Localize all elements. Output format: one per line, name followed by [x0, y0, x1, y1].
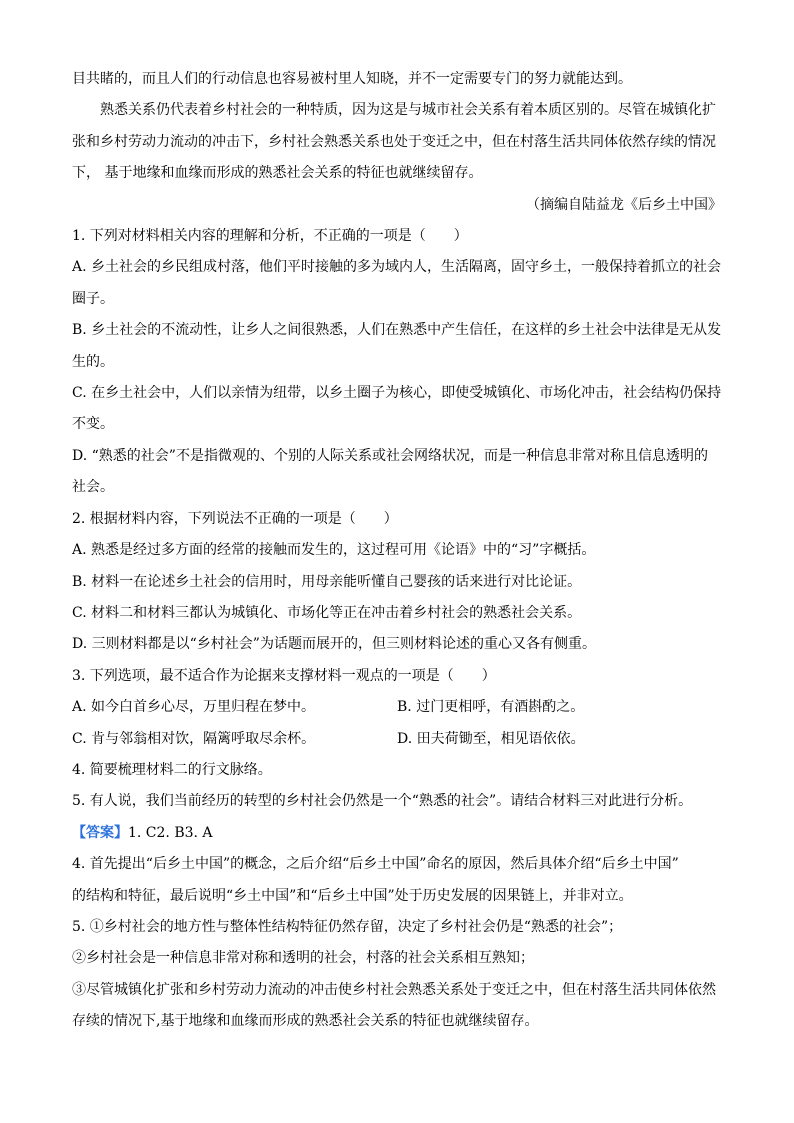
question-1-option-c: C. 在乡土社会中，人们以亲情为纽带，以乡土圈子为核心，即使受城镇化、市场化冲击，社会结构仍保持: [72, 385, 722, 402]
answer-4-line-1: 4. 首先提出“后乡土中国”的概念，之后介绍“后乡土中国”命名的原因，然后具体介绍“后乡土中国”: [72, 856, 679, 873]
question-3-stem: 3. 下列选项，最不适合作为论据来支撑材料一观点的一项是（ ）: [72, 667, 496, 684]
question-1-option-d-cont: 社会。: [72, 479, 114, 496]
passage-paragraph-2-line-1: 熟悉关系仍代表着乡村社会的一种特质，因为这是与城市社会关系有着本质区别的。尽管在城镇化扩: [100, 102, 716, 119]
answer-multiple-choice: 1. C2. B3. A: [128, 824, 213, 841]
answer-5-line-4: 存续的情况下,基于地缘和血缘而形成的熟悉社会关系的特征也就继续留存。: [72, 1013, 539, 1030]
answer-tag: 【答案】: [72, 824, 128, 841]
question-2-option-c: C. 材料二和材料三都认为城镇化、市场化等正在冲击着乡村社会的熟悉社会关系。: [72, 604, 582, 621]
passage-paragraph-2-line-2: 张和乡村劳动力流动的冲击下，乡村社会熟悉关系也处于变迁之中，但在村落生活共同体依然存续的情况: [72, 133, 716, 150]
passage-paragraph-1-tail: 目共睹的，而且人们的行动信息也容易被村里人知晓，并不一定需要专门的努力就能达到。: [72, 71, 632, 87]
passage-source: （摘编自陆益龙《后乡土中国》: [526, 196, 722, 213]
question-1-option-a: A. 乡土社会的乡民组成村落，他们平时接触的多为域内人，生活隔离，固守乡土，一般保持着抓立的社会: [72, 259, 722, 276]
question-1-option-b: B. 乡土社会的不流动性，让乡人之间很熟悉，人们在熟悉中产生信任，在这样的乡土社会中法律是无从发: [72, 322, 722, 339]
question-3-option-d: D. 田夫荷锄至，相见语依依。: [397, 730, 585, 747]
question-3-options-row-2: [72, 724, 722, 755]
question-1-stem: 1. 下列对材料相关内容的理解和分析，不正确的一项是（ ）: [72, 228, 468, 245]
question-5-stem: 5. 有人说，我们当前经历的转型的乡村社会仍然是一个“熟悉的社会”。请结合材料三对此进行分析。: [72, 793, 693, 810]
question-3-option-b: B. 过门更相呼，有酒斟酌之。: [397, 699, 585, 716]
answer-4-line-2: 的结构和特征，最后说明“乡土中国”和“后乡土中国”处于历史发展的因果链上，并非对立。: [72, 887, 633, 904]
answer-5-line-2: ②乡村社会是一种信息非常对称和透明的社会，村落的社会关系相互熟知；: [72, 950, 534, 967]
question-1-option-d: D. “熟悉的社会”不是指微观的、个别的人际关系或社会网络状况，而是一种信息非常对称且信息透明的: [72, 447, 708, 464]
question-1-option-a-cont: 圈子。: [72, 290, 114, 307]
document-page: [72, 64, 722, 1038]
answer-5-line-1: 5. ①乡村社会的地方性与整体性结构特征仍然存留，决定了乡村社会仍是“熟悉的社会”；: [72, 918, 623, 935]
question-2-option-b: B. 材料一在论述乡土社会的信用时，用母亲能听懂自己婴孩的话来进行对比论证。: [72, 573, 582, 590]
question-3-option-a: A. 如今白首乡心尽，万里归程在梦中。: [72, 699, 316, 716]
passage-paragraph-2-line-3: 下， 基于地缘和血缘而形成的熟悉社会关系的特征也就继续留存。: [72, 165, 483, 182]
question-4-stem: 4. 简要梳理材料二的行文脉络。: [72, 761, 272, 778]
question-2-option-d: D. 三则材料都是以“乡村社会”为话题而展开的，但三则材料论述的重心又各有侧重。: [72, 636, 596, 653]
answer-5-line-3: ③尽管城镇化扩张和乡村劳动力流动的冲击使乡村社会熟悉关系处于变迁之中，但在村落生活共同体依然: [72, 981, 716, 998]
question-3-option-c: C. 肯与邻翁相对饮，隔篱呼取尽余杯。: [72, 730, 316, 747]
question-3-options-row-1: [72, 692, 722, 723]
answer-header: [72, 818, 722, 849]
question-1-option-c-cont: 不变。: [72, 416, 114, 433]
question-2-option-a: A. 熟悉是经过多方面的经常的接触而发生的，这过程可用《论语》中的“习”字概括。: [72, 542, 596, 559]
question-1-option-b-cont: 生的。: [72, 353, 114, 370]
question-2-stem: 2. 根据材料内容，下列说法不正确的一项是（ ）: [72, 510, 398, 527]
